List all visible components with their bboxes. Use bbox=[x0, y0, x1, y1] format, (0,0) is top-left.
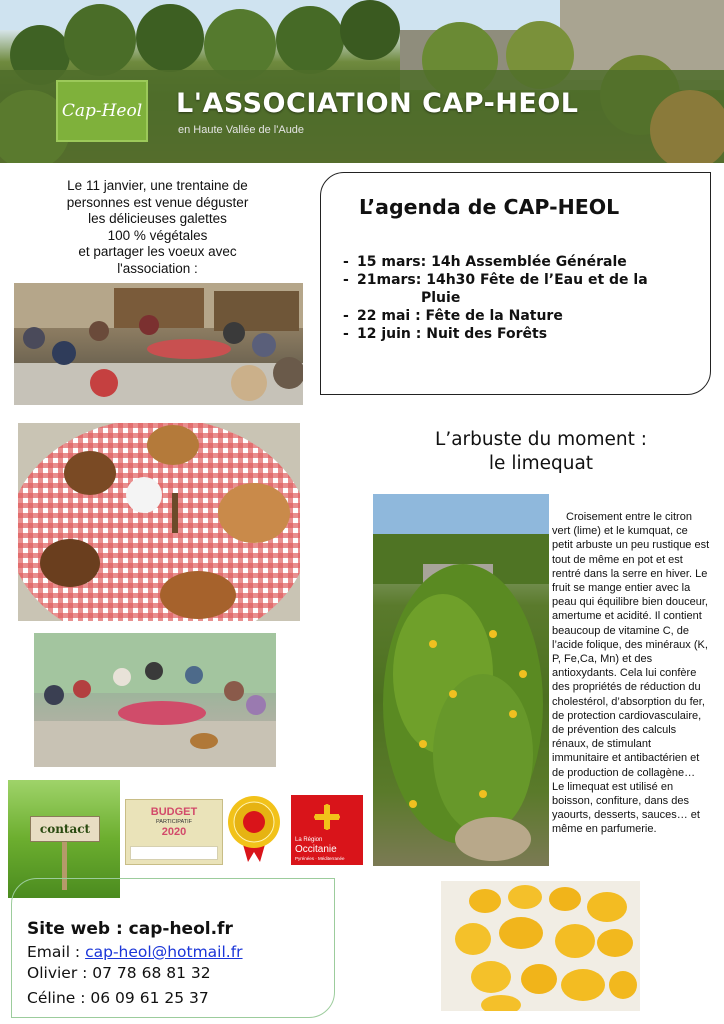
arbuste-title-line: le limequat bbox=[488, 453, 594, 474]
arbuste-title bbox=[396, 428, 686, 476]
intro-line: Le 11 janvier, une trentaine de bbox=[67, 178, 248, 193]
phone-celine: Céline : 06 09 61 25 37 bbox=[27, 989, 209, 1007]
intro-line: l'association : bbox=[117, 260, 198, 276]
banner-title: L'ASSOCIATION CAP-HEOL bbox=[176, 88, 579, 119]
intro-line: et partager les voeux avec bbox=[78, 244, 237, 259]
agenda-list bbox=[343, 253, 703, 343]
region-occitanie-logo bbox=[291, 795, 363, 865]
intro-line: personnes est venue déguster bbox=[66, 194, 249, 210]
contact-box bbox=[11, 878, 335, 1018]
agenda-item bbox=[343, 325, 703, 343]
photo-limequat-tree bbox=[373, 494, 549, 866]
agenda-item-text: 22 mai : Fête de la Nature bbox=[357, 308, 563, 324]
email-label: Email : bbox=[27, 943, 86, 961]
logo-text: Cap-Heol bbox=[61, 101, 143, 121]
region-label-name: Occitanie bbox=[295, 844, 337, 855]
agenda-item-continuation: Pluie bbox=[421, 290, 461, 306]
arbuste-title-line: L’arbuste du moment : bbox=[435, 429, 647, 450]
region-label-sub: Pyrénées · Méditerranée bbox=[295, 856, 345, 861]
occitan-cross-icon bbox=[313, 803, 341, 831]
budget-footer bbox=[130, 846, 218, 860]
region-label-small: La Région bbox=[295, 837, 323, 843]
agenda-item bbox=[343, 271, 703, 307]
photo-limequat-fruits bbox=[441, 881, 640, 1011]
budget-title: BUDGET bbox=[150, 806, 198, 818]
agenda-title: L’agenda de CAP-HEOL bbox=[359, 195, 620, 219]
photo-galettes-table bbox=[18, 423, 300, 621]
budget-participatif-badge bbox=[125, 799, 223, 865]
email-line bbox=[27, 943, 243, 961]
site-web: Site web : cap-heol.fr bbox=[27, 919, 233, 939]
photo-group-meeting bbox=[14, 283, 303, 405]
intro-line: 100 % végétales bbox=[107, 227, 208, 243]
budget-subtitle: PARTICIPATIF bbox=[156, 819, 192, 825]
banner-subtitle: en Haute Vallée de l'Aude bbox=[178, 124, 305, 136]
arbuste-body: Croisement entre le citron vert (lime) et le kumquat, ce petit arbuste un peu rustique est tout de même en pot et est rentré dans la serre en hiver. Le fruit se mange entier avec la peau qui équilibre bien douceur, amertume et acidité. Il contient beaucoup de vitamine C, de l’acide folique, des minéraux (K, P, Fe,Ca, Mn) et des antioxydants. Cela lui confère des propriétés de réduction du cholestérol, d’absorption du fer, de protection cardiovasculaire, de prévention des calculs rénaux, de stimulant immunitaire et antibactérien et de production de collagène… Le limequat est utilisé en boisson, confiture, dans des yaourts, desserts, sauces… et même en parfumerie. bbox=[552, 511, 710, 836]
email-link[interactable]: cap-heol@hotmail.fr bbox=[85, 943, 243, 961]
header-banner bbox=[0, 0, 724, 163]
contact-sign: contact bbox=[30, 816, 100, 842]
agenda-item-text: 21mars: 14h30 Fête de l’Eau et de la bbox=[357, 272, 648, 288]
phone-olivier: Olivier : 07 78 68 81 32 bbox=[27, 964, 211, 982]
budget-year: 2020 bbox=[161, 826, 187, 838]
photo-group-circle bbox=[34, 633, 276, 767]
cap-heol-logo bbox=[56, 80, 148, 142]
agenda-item-text: 15 mars: 14h Assemblée Générale bbox=[357, 254, 627, 270]
intro-line: les délicieuses galettes bbox=[88, 211, 227, 226]
intro-text bbox=[20, 178, 295, 277]
agenda-box bbox=[320, 172, 711, 395]
agenda-item-text: 12 juin : Nuit des Forêts bbox=[357, 326, 548, 342]
agenda-item bbox=[343, 253, 703, 271]
agenda-item bbox=[343, 307, 703, 325]
laureat-medal-icon bbox=[226, 794, 282, 864]
arbuste-description bbox=[552, 510, 710, 837]
